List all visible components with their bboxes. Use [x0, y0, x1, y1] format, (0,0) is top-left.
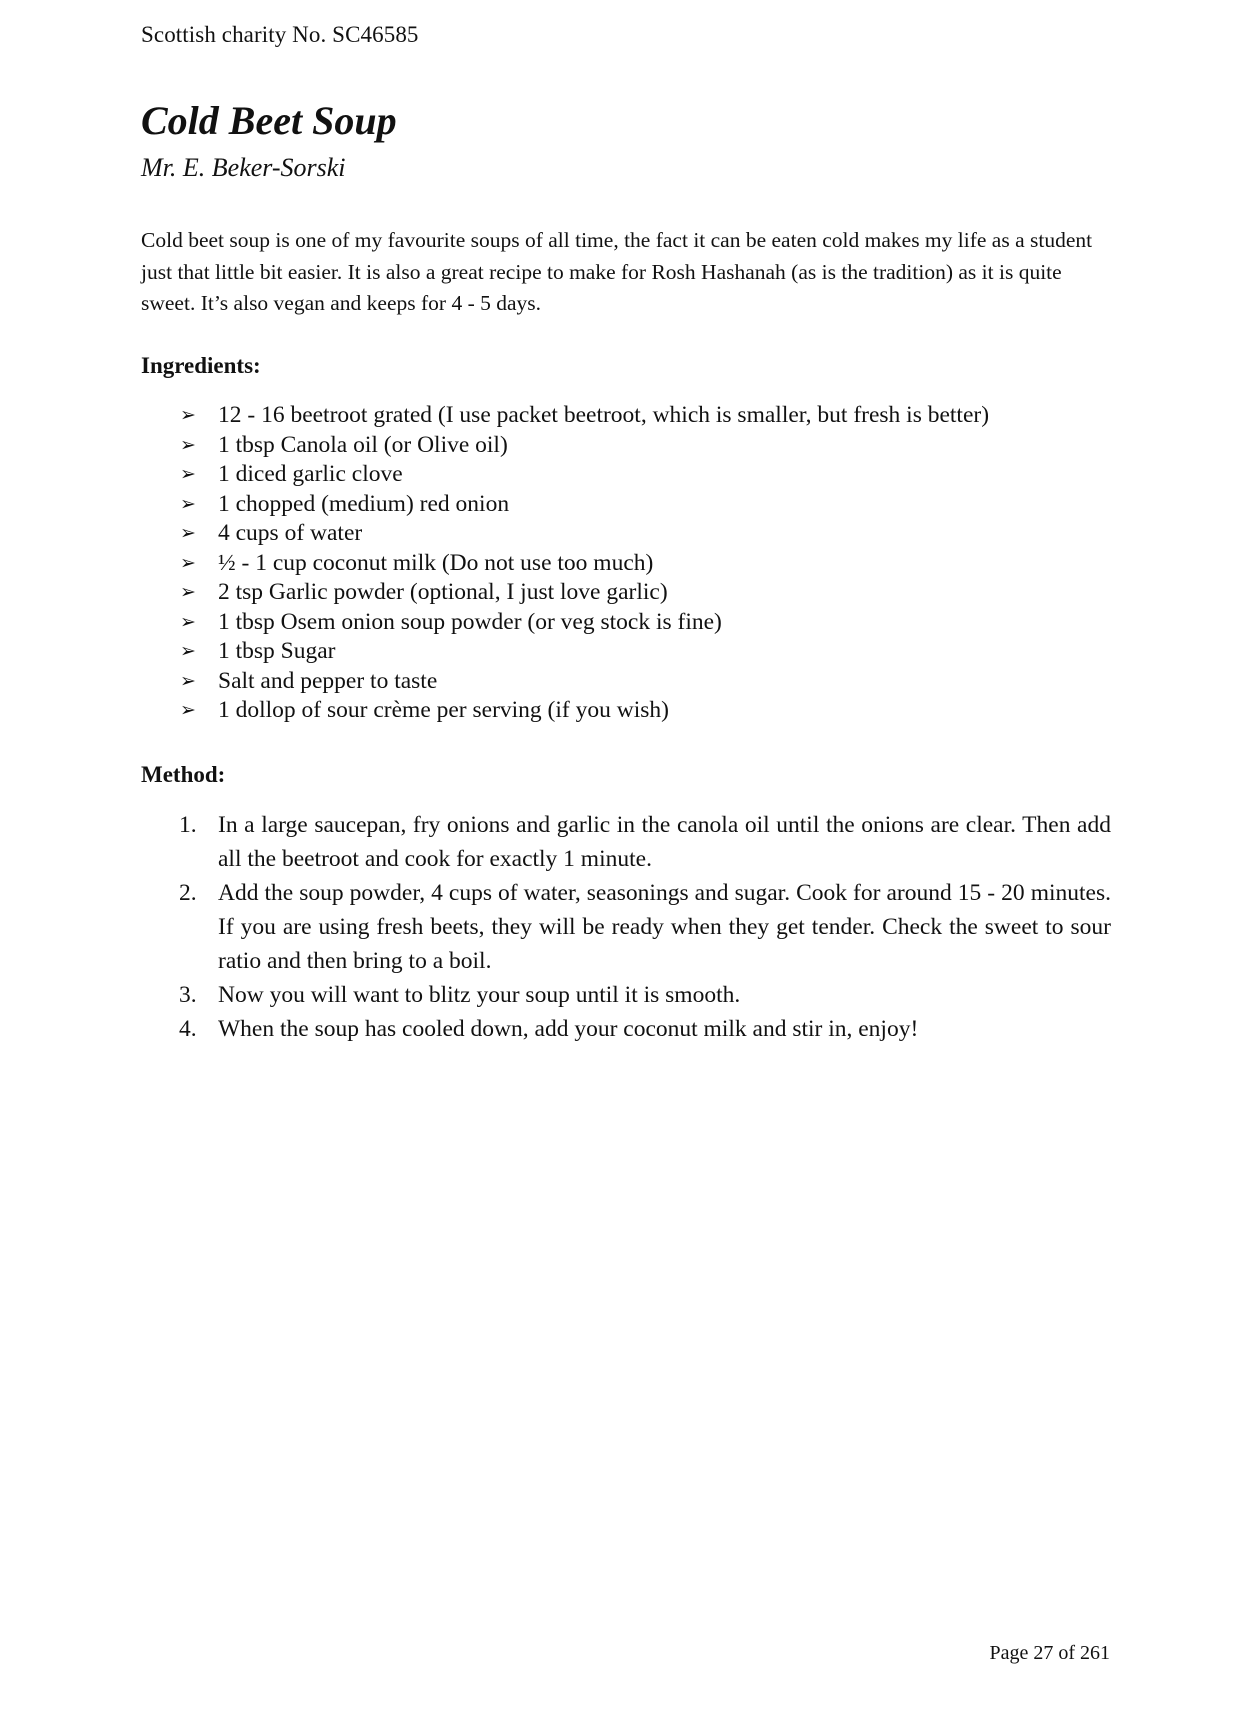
method-steps: [178, 808, 1111, 1046]
arrow-bullet-icon: ➢: [180, 492, 196, 515]
ingredients-heading: Ingredients:: [141, 353, 261, 378]
ingredient-text: 12 - 16 beetroot grated (I use packet beetroot, which is smaller, but fresh is better): [218, 402, 990, 428]
arrow-bullet-icon: ➢: [180, 581, 196, 603]
method-heading: Method:: [141, 762, 226, 787]
ingredient-text: 1 diced garlic clove: [218, 461, 403, 487]
page-number: Page 27 of 261: [989, 1642, 1110, 1664]
ingredient-item: [178, 696, 989, 726]
charity-number: Scottish charity No. SC46585: [141, 22, 419, 47]
arrow-bullet-icon: ➢: [180, 433, 196, 456]
recipe-title: Cold Beet Soup: [141, 98, 397, 143]
step-number: 1.: [179, 812, 197, 838]
step-number: 4.: [179, 1016, 197, 1042]
recipe-intro: Cold beet soup is one of my favourite soups of all time, the fact it can be eaten cold makes my life as a student just that little bit easier. It is also a great recipe to make for Rosh Hashanah (as is the tradition) as it is quite sweet. It’s also vegan and keeps for 4 - 5 days.: [141, 228, 1093, 315]
step-text: In a large saucepan, fry onions and garlic in the canola oil until the onions are clear. Then add all the beetroot and cook for exactly 1 minute.: [218, 812, 1111, 872]
ingredient-text: 4 cups of water: [218, 520, 363, 546]
ingredient-text: 1 chopped (medium) red onion: [218, 490, 510, 517]
ingredient-text: 1 dollop of sour crème per serving (if you wish): [218, 697, 669, 723]
method-step: [178, 978, 1111, 1012]
arrow-bullet-icon: ➢: [180, 551, 196, 574]
ingredient-item: [178, 578, 989, 608]
ingredient-item: [178, 637, 989, 667]
method-step: [178, 1012, 1111, 1046]
step-number: 2.: [179, 880, 197, 906]
arrow-bullet-icon: ➢: [180, 610, 196, 633]
ingredients-list: [178, 401, 989, 726]
recipe-author: Mr. E. Beker-Sorski: [141, 153, 346, 182]
step-text: When the soup has cooled down, add your coconut milk and stir in, enjoy!: [218, 1016, 919, 1042]
ingredient-text: Salt and pepper to taste: [218, 667, 438, 694]
arrow-bullet-icon: ➢: [180, 669, 196, 692]
arrow-bullet-icon: ➢: [180, 522, 196, 544]
ingredient-item: [178, 460, 989, 490]
step-text: Now you will want to blitz your soup until it is smooth.: [218, 982, 741, 1008]
method-step: [178, 876, 1111, 978]
ingredient-item: [178, 490, 989, 520]
step-number: 3.: [179, 982, 197, 1008]
ingredient-item: [178, 519, 989, 549]
ingredient-item: [178, 401, 989, 431]
ingredient-item: [178, 431, 989, 461]
arrow-bullet-icon: ➢: [180, 463, 196, 485]
ingredient-item: [178, 549, 989, 579]
ingredient-item: [178, 667, 989, 697]
step-text: Add the soup powder, 4 cups of water, seasonings and sugar. Cook for around 15 - 20 minutes. If you are using fresh beets, they will be ready when they get tender. Check the sweet to sour ratio and then bring to a boil.: [218, 880, 1111, 974]
arrow-bullet-icon: ➢: [180, 404, 196, 426]
ingredient-text: 1 tbsp Osem onion soup powder (or veg stock is fine): [218, 608, 722, 635]
ingredient-text: 1 tbsp Canola oil (or Olive oil): [218, 431, 508, 458]
method-step: [178, 808, 1111, 876]
arrow-bullet-icon: ➢: [180, 640, 196, 662]
ingredient-text: ½ - 1 cup coconut milk (Do not use too much): [218, 549, 654, 576]
ingredient-text: 2 tsp Garlic powder (optional, I just love garlic): [218, 579, 668, 605]
arrow-bullet-icon: ➢: [180, 699, 196, 721]
ingredient-item: [178, 608, 989, 638]
ingredient-text: 1 tbsp Sugar: [218, 638, 336, 664]
